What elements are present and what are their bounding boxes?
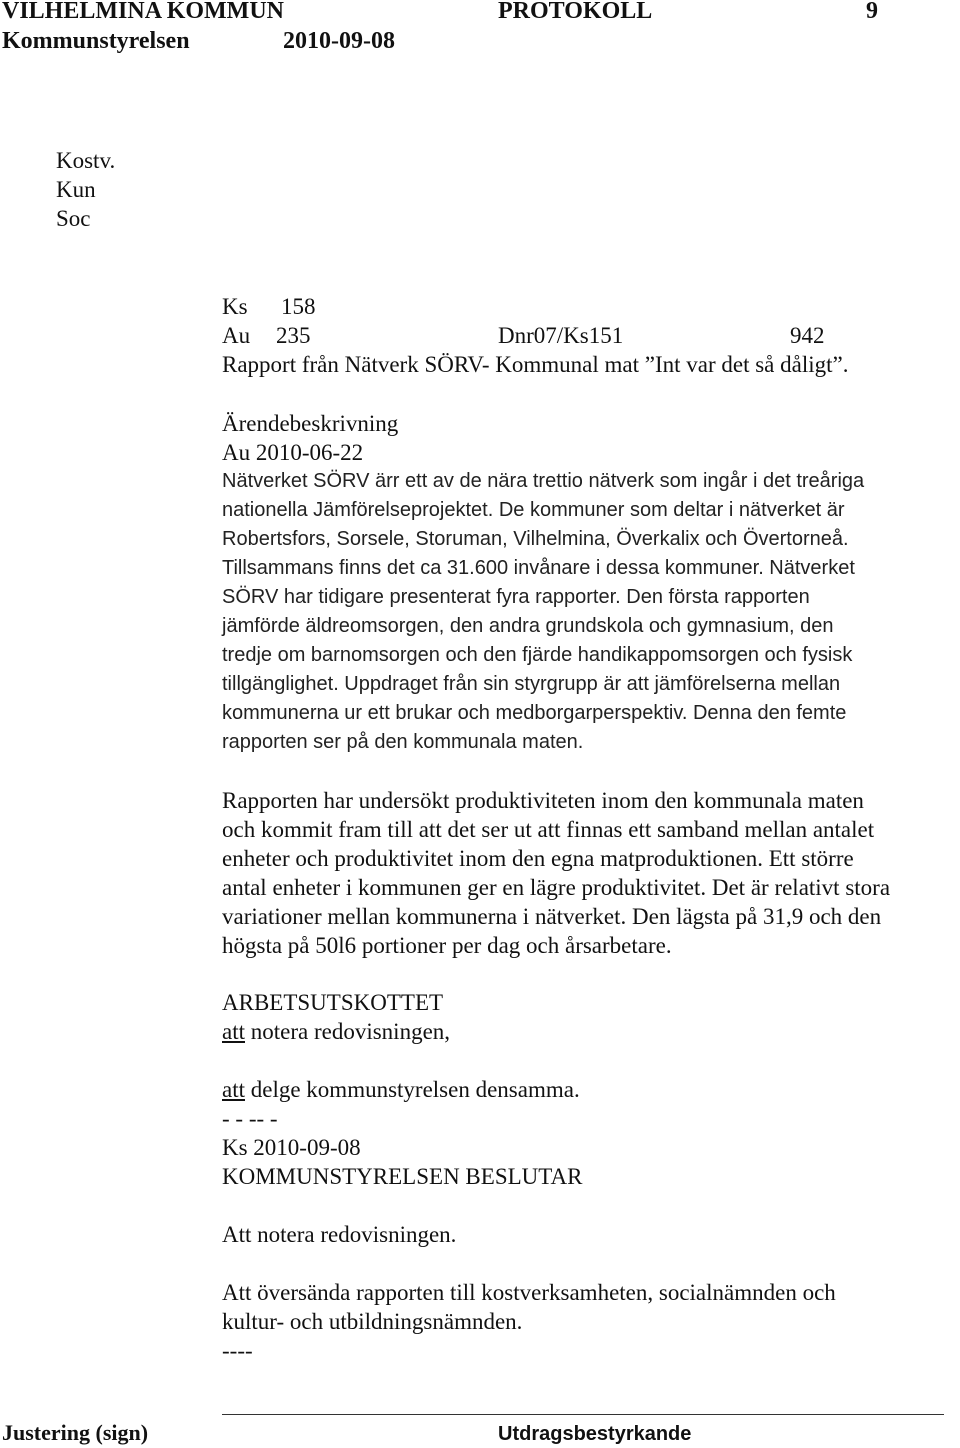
distribution-item: Kun bbox=[56, 177, 96, 202]
intro-paragraph bbox=[222, 467, 864, 757]
section-au-date: Au 2010-06-22 bbox=[222, 440, 364, 465]
au-heading: ARBETSUTSKOTTET bbox=[222, 990, 444, 1015]
distribution-list bbox=[56, 146, 115, 233]
ks-date: Ks 2010-09-08 bbox=[222, 1135, 361, 1160]
distribution-item: Kostv. bbox=[56, 148, 116, 173]
intro-line: Robertsfors, Sorsele, Storuman, Vilhelmina, Överkalix och Övertorneå. bbox=[222, 528, 849, 550]
ks-decision-2 bbox=[222, 1278, 836, 1336]
au-separator: - - -- - bbox=[222, 1106, 278, 1131]
case-dnr: Dnr07/Ks151 bbox=[498, 323, 624, 348]
ks-heading: KOMMUNSTYRELSEN BESLUTAR bbox=[222, 1164, 583, 1189]
intro-line: jämförde äldreomsorgen, den andra grundskola och gymnasium, den bbox=[222, 615, 834, 637]
distribution-item: Soc bbox=[56, 206, 91, 231]
report-line: variationer mellan kommunerna i nätverket. Den lägsta på 31,9 och den bbox=[222, 904, 882, 929]
section-heading: Ärendebeskrivning bbox=[222, 411, 399, 436]
case-title: Rapport från Nätverk SÖRV- Kommunal mat ”Int var det så dåligt”. bbox=[222, 352, 849, 377]
case-au-label: Au bbox=[222, 323, 251, 348]
intro-line: kommunerna ur ett brukar och medborgarperspektiv. Denna den femte bbox=[222, 702, 847, 724]
footer-signature-line bbox=[222, 1414, 944, 1415]
intro-line: Tillsammans finns det ca 31.600 invånare i dessa kommuner. Nätverket bbox=[222, 557, 855, 579]
au-item-1-att: att bbox=[222, 1019, 245, 1044]
intro-line: tredje om barnomsorgen och den fjärde handikappomsorgen och fysisk bbox=[222, 644, 853, 666]
report-line: Rapporten har undersökt produktiviteten inom den kommunala maten bbox=[222, 788, 864, 813]
au-item-1 bbox=[222, 1017, 450, 1046]
case-au-number: 235 bbox=[276, 323, 311, 348]
au-item-2-text: delge kommunstyrelsen densamma. bbox=[245, 1077, 580, 1102]
case-ks-label: Ks bbox=[222, 294, 248, 319]
header-body: Kommunstyrelsen bbox=[2, 28, 190, 54]
ks-end-mark: ---- bbox=[222, 1338, 253, 1363]
intro-line: nationella Jämförelseprojektet. De kommuner som deltar i nätverket är bbox=[222, 499, 845, 521]
report-line: enheter och produktivitet inom den egna matproduktionen. Ett större bbox=[222, 846, 854, 871]
report-line: och kommit fram till att det ser ut att finnas ett samband mellan antalet bbox=[222, 817, 875, 842]
au-item-2-att: att bbox=[222, 1077, 245, 1102]
ks-decision-2-line: Att översända rapporten till kostverksamheten, socialnämnden och bbox=[222, 1280, 836, 1305]
au-item-2 bbox=[222, 1075, 580, 1104]
footer-utdrag: Utdragsbestyrkande bbox=[498, 1423, 692, 1445]
header-page-number: 9 bbox=[866, 0, 878, 24]
report-line: högsta på 50l6 portioner per dag och årsarbetare. bbox=[222, 933, 672, 958]
intro-line: SÖRV har tidigare presenterat fyra rapporter. Den första rapporten bbox=[222, 586, 810, 608]
case-code: 942 bbox=[790, 323, 825, 348]
intro-line: tillgänglighet. Uppdraget från sin styrgrupp är att jämförelserna mellan bbox=[222, 673, 841, 695]
report-paragraph bbox=[222, 786, 890, 960]
intro-line: rapporten ser på den kommunala maten. bbox=[222, 731, 584, 753]
header-doc-type: PROTOKOLL bbox=[498, 0, 653, 24]
header-municipality: VILHELMINA KOMMUN bbox=[2, 0, 284, 24]
report-line: antal enheter i kommunen ger en lägre produktivitet. Det är relativt stora bbox=[222, 875, 891, 900]
case-ks-number: 158 bbox=[281, 294, 316, 319]
footer-justering: Justering (sign) bbox=[2, 1420, 149, 1445]
header-date: 2010-09-08 bbox=[283, 28, 395, 54]
au-item-1-text: notera redovisningen, bbox=[245, 1019, 451, 1044]
intro-line: Nätverket SÖRV ärr ett av de nära trettio nätverk som ingår i det treåriga bbox=[222, 470, 865, 492]
ks-decision-2-line: kultur- och utbildningsnämnden. bbox=[222, 1309, 523, 1334]
ks-decision-1: Att notera redovisningen. bbox=[222, 1222, 457, 1247]
